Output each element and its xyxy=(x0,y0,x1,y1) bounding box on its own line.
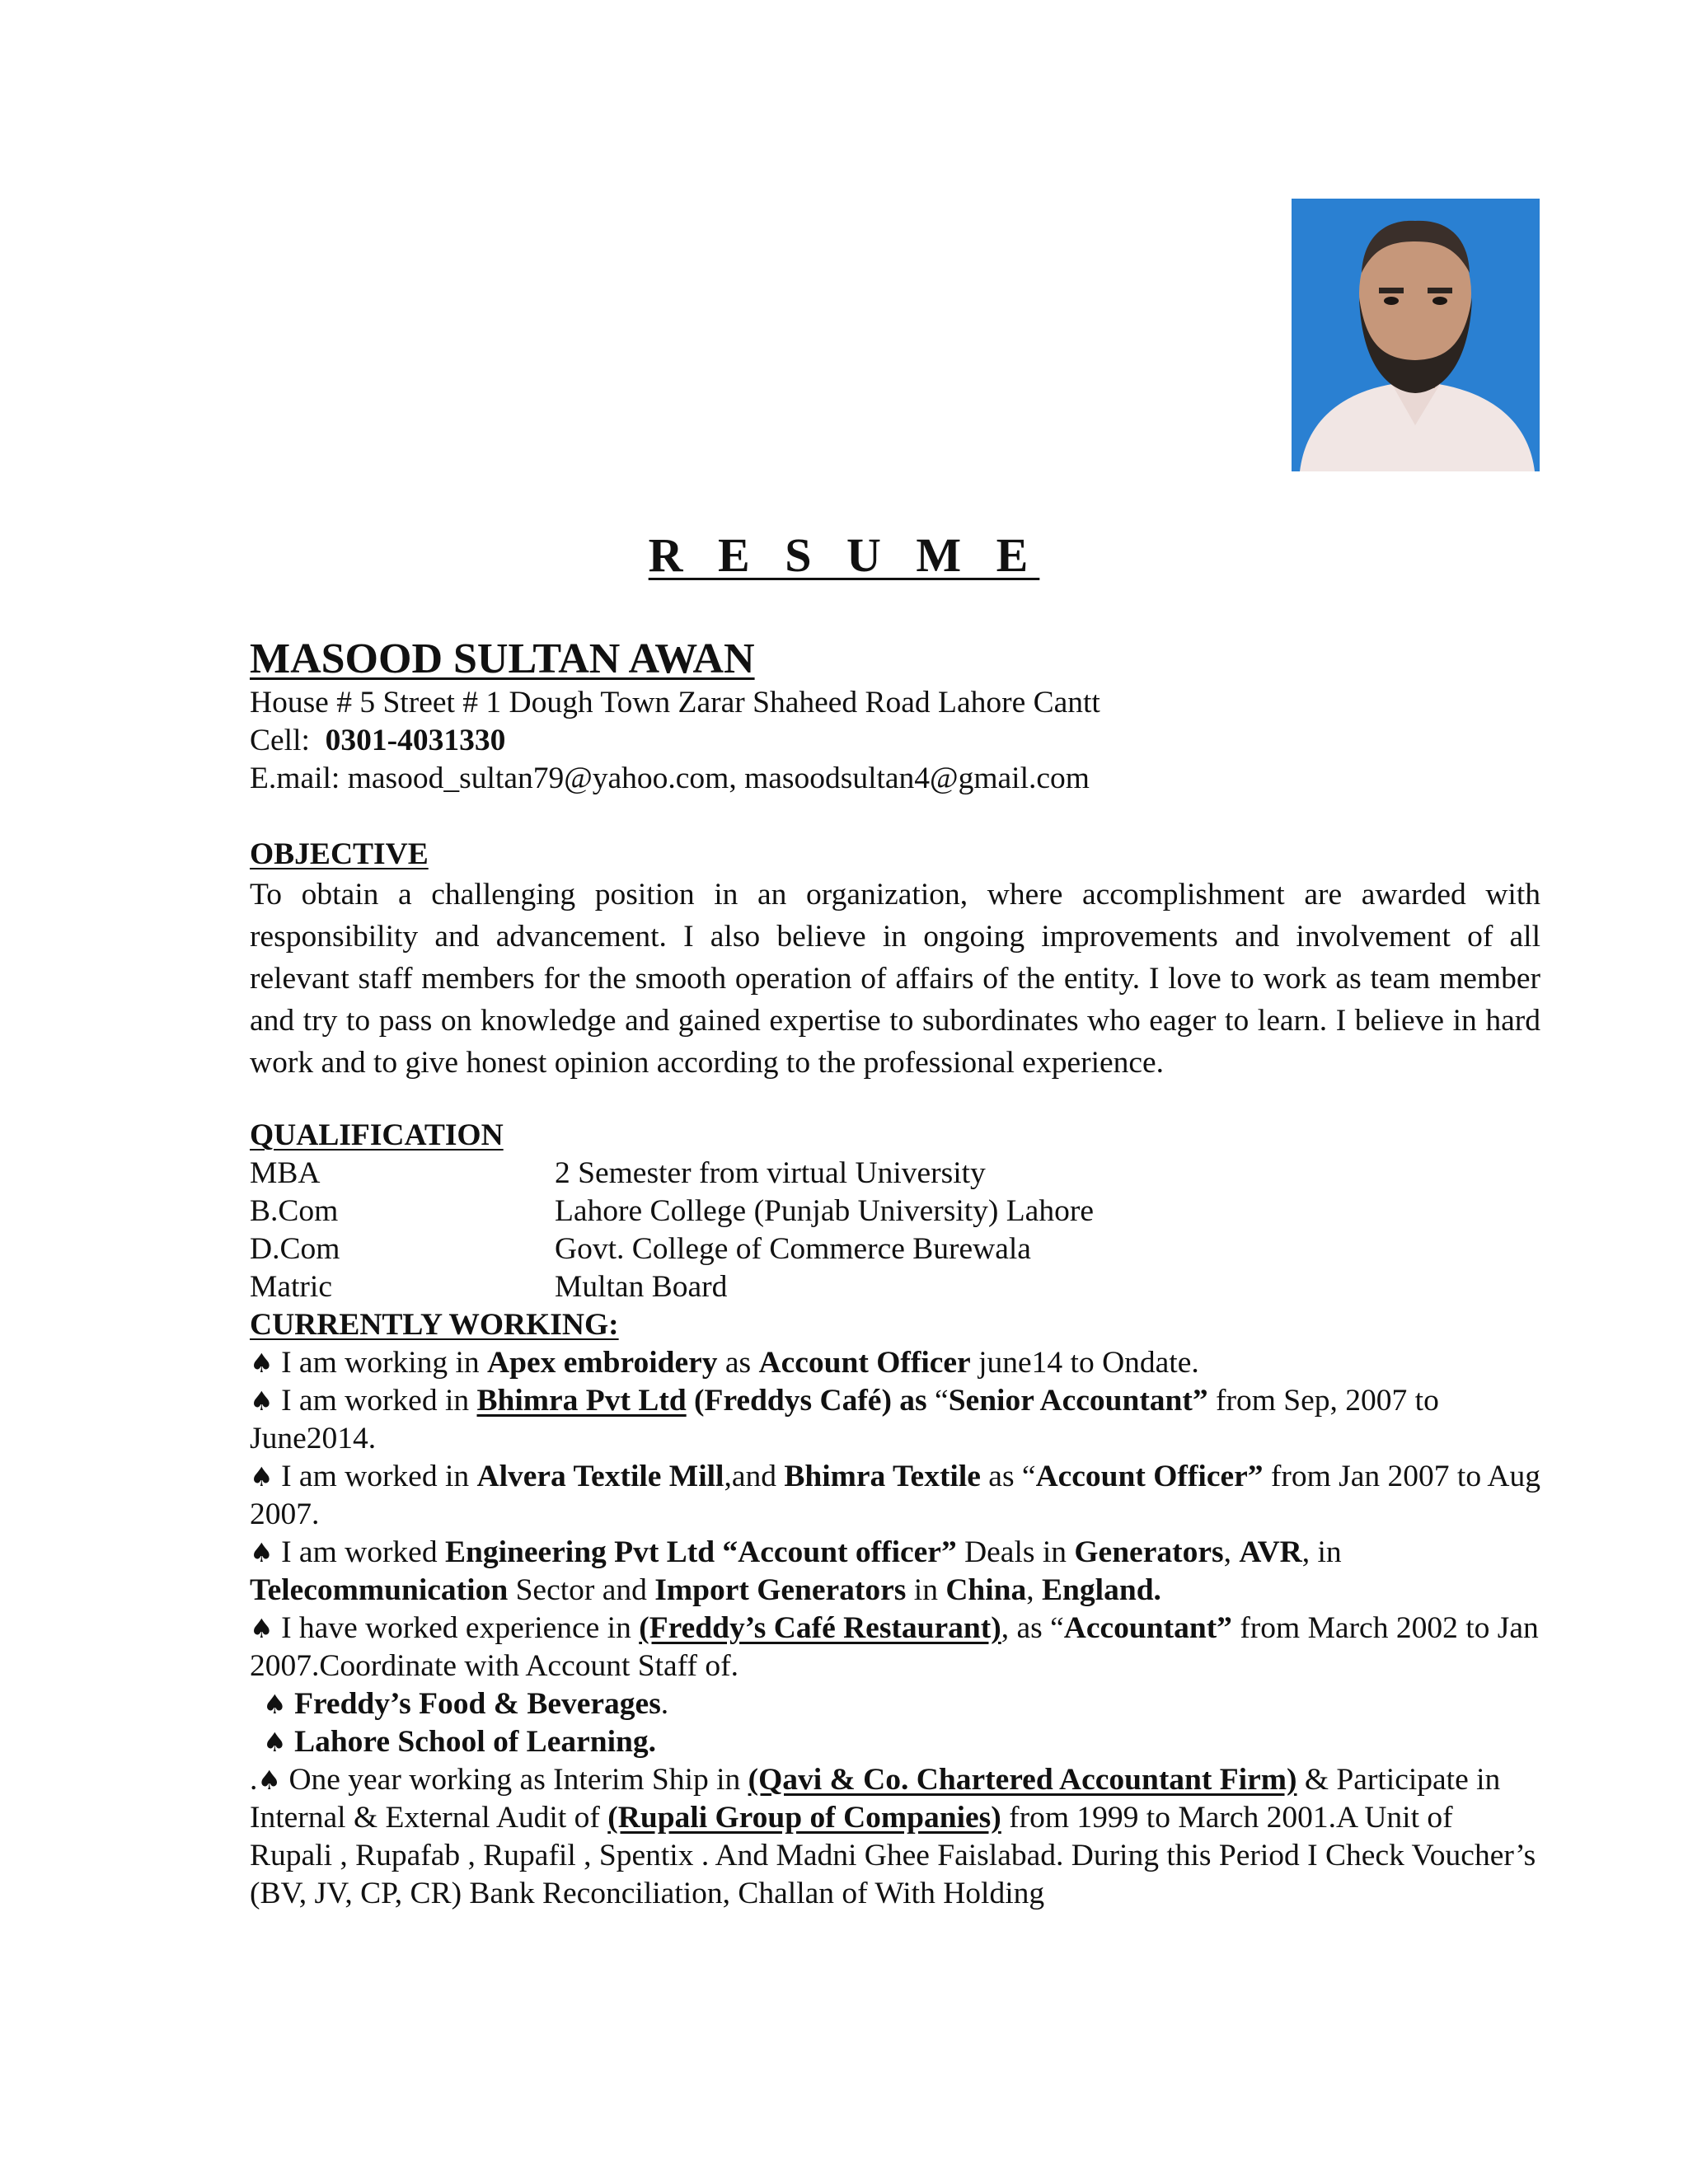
work-sub-entry xyxy=(250,1723,1540,1761)
work-entry xyxy=(250,1534,1540,1610)
work-dates: from March 2002 to Jan 2007.Coordinate with Account Staff of. xyxy=(250,1611,1539,1683)
qualification-list xyxy=(250,1155,1540,1306)
work-text: from 1999 to March 2001.A Unit of Rupali , Rupafab , Rupafil , Spentix . And Madni Ghee Faislabad. During this Period I Check Voucher’s (BV, JV, CP, CR) Bank Reconciliation, Challan of With Holding xyxy=(250,1801,1536,1910)
profile-photo xyxy=(1292,199,1540,471)
work-text: I have worked experience in xyxy=(273,1611,640,1645)
work-text: . xyxy=(660,1687,669,1721)
product: Import Generators xyxy=(654,1573,907,1607)
work-entry xyxy=(250,1761,1540,1913)
qualification-row xyxy=(250,1193,1540,1230)
qualification-row xyxy=(250,1268,1540,1306)
spade-bullet-icon: ♠ xyxy=(263,1689,287,1720)
work-text: Deals in xyxy=(956,1535,1075,1569)
work-text: , xyxy=(1026,1573,1043,1607)
qualification-row xyxy=(250,1155,1540,1193)
resume-title: R E S U M E xyxy=(648,528,1040,582)
work-text: I am worked in xyxy=(273,1384,477,1418)
product: Generators xyxy=(1074,1535,1224,1569)
objective-heading: OBJECTIVE xyxy=(250,837,429,871)
work-text: in xyxy=(906,1573,946,1607)
spade-bullet-icon: ♠ xyxy=(250,1537,274,1568)
work-text: , xyxy=(1223,1535,1240,1569)
qualification-institute: Lahore College (Punjab University) Lahore xyxy=(555,1194,1094,1228)
cell-line xyxy=(250,722,1540,760)
work-entry xyxy=(250,1344,1540,1382)
work-text: , as “ xyxy=(1001,1611,1064,1645)
spade-bullet-icon: ♠ xyxy=(250,1385,274,1417)
job-title: Account Officer” xyxy=(1035,1460,1264,1493)
company-name: Freddy’s Food & Beverages xyxy=(286,1687,661,1721)
working-heading: CURRENTLY WORKING: xyxy=(250,1308,619,1342)
work-text: as xyxy=(717,1346,759,1380)
candidate-name: MASOOD SULTAN AWAN xyxy=(250,635,755,682)
company-name: (Freddy’s Café Restaurant) xyxy=(639,1611,1001,1645)
qualification-degree: B.Com xyxy=(250,1194,339,1228)
company-name: (Qavi & Co. Chartered Accountant Firm) xyxy=(748,1763,1297,1797)
qualification-degree: Matric xyxy=(250,1270,332,1304)
spade-bullet-icon: ♠ xyxy=(257,1765,282,1796)
qualification-row xyxy=(250,1230,1540,1268)
address: House # 5 Street # 1 Dough Town Zarar Shaheed Road Lahore Cantt xyxy=(250,686,1100,719)
cell-label: Cell: xyxy=(250,724,310,757)
work-text: One year working as Interim Ship in xyxy=(281,1763,748,1797)
country: England. xyxy=(1042,1573,1161,1607)
company-name: Engineering Pvt Ltd “Account officer” xyxy=(444,1535,957,1569)
qualification-heading: QUALIFICATION xyxy=(250,1118,504,1152)
company-name: Alvera Textile Mill xyxy=(476,1460,724,1493)
work-text: “ xyxy=(935,1384,949,1418)
work-dates: from Jan 2007 to Aug 2007. xyxy=(250,1460,1540,1531)
company-name: (Rupali Group of Companies) xyxy=(607,1801,1001,1835)
work-entry xyxy=(250,1610,1540,1685)
work-text: . xyxy=(250,1763,258,1797)
work-text: ,and xyxy=(724,1460,785,1493)
company-name: Apex embroidery xyxy=(487,1346,718,1380)
work-text: I am working in xyxy=(273,1346,488,1380)
resume-body xyxy=(250,635,1540,1913)
company-name: Lahore School of Learning. xyxy=(286,1725,656,1759)
qualification-degree: D.Com xyxy=(250,1232,340,1266)
qualification-institute: Multan Board xyxy=(555,1270,728,1304)
email-line: E.mail: masood_sultan79@yahoo.com, masoodsultan4@gmail.com xyxy=(250,762,1090,795)
work-text: , in xyxy=(1301,1535,1342,1569)
work-text: I am worked in xyxy=(273,1460,477,1493)
work-text: Sector and xyxy=(508,1573,655,1607)
spade-bullet-icon: ♠ xyxy=(250,1613,274,1644)
work-sub-entry xyxy=(250,1685,1540,1723)
cell-number: 0301-4031330 xyxy=(325,724,506,757)
spade-bullet-icon: ♠ xyxy=(250,1461,274,1493)
company-detail: (Freddys Café) as xyxy=(686,1384,935,1418)
product: AVR xyxy=(1239,1535,1302,1569)
work-dates: from Sep, 2007 to June2014. xyxy=(250,1384,1439,1455)
work-entry xyxy=(250,1382,1540,1458)
company-name: Bhimra Textile xyxy=(784,1460,981,1493)
spade-bullet-icon: ♠ xyxy=(263,1727,287,1758)
qualification-degree: MBA xyxy=(250,1156,321,1190)
job-title: Account Officer xyxy=(758,1346,971,1380)
work-text: I am worked xyxy=(273,1535,445,1569)
work-entry xyxy=(250,1458,1540,1534)
spade-bullet-icon: ♠ xyxy=(250,1347,274,1379)
job-title: Accountant” xyxy=(1063,1611,1232,1645)
work-text: as “ xyxy=(980,1460,1036,1493)
objective-text: To obtain a challenging position in an organization, where accomplishment are awarded with responsibility and advancement. I also believe in ongoing improvements and involvement of all relevant staff members for the smooth operation of affairs of the entity. I love to work as team member and try to pass on knowledge and gained expertise to subordinates who eager to learn. I believe in hard work and to give honest opinion according to the professional experience. xyxy=(250,878,1540,1080)
work-dates: june14 to Ondate. xyxy=(970,1346,1199,1380)
country: China xyxy=(945,1573,1027,1607)
work-text: & Participate in Internal & External Audit of xyxy=(250,1763,1501,1835)
company-name: Bhimra Pvt Ltd xyxy=(476,1384,687,1418)
qualification-institute: Govt. College of Commerce Burewala xyxy=(555,1232,1031,1266)
qualification-institute: 2 Semester from virtual University xyxy=(555,1156,986,1190)
sector: Telecommunication xyxy=(250,1573,509,1607)
job-title: Senior Accountant” xyxy=(948,1384,1208,1418)
